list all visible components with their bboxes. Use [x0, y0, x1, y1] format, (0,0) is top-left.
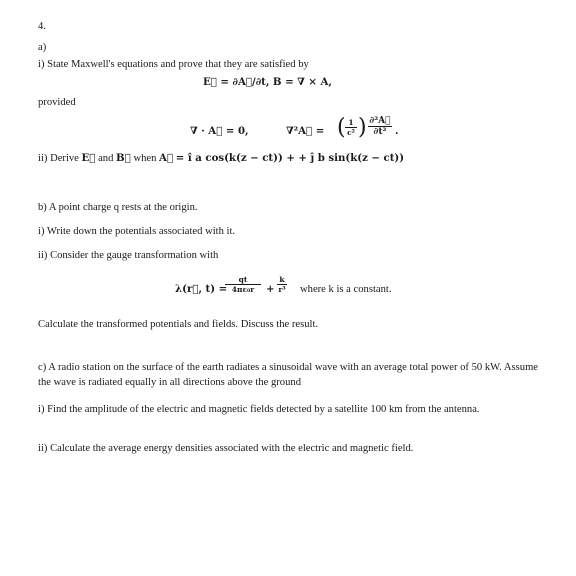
gauge-plus: + [266, 283, 275, 295]
frac1-numerator: qt [238, 275, 248, 284]
frac-numerator: 1 [348, 118, 354, 127]
ii-a-vector: A⃗ [159, 152, 174, 164]
part-a-ii-text [38, 152, 404, 165]
part-a-i-text: i) State Maxwell's equations and prove that they are satisfied by [38, 59, 309, 70]
fraction-second-derivative [367, 116, 393, 137]
part-b-intro: b) A point charge q rests at the origin. [38, 202, 198, 213]
part-b-calc-text: Calculate the transformed potentials and fields. Discuss the result. [38, 319, 319, 330]
paren-open: ( [337, 115, 346, 140]
part-c-i-text: i) Find the amplitude of the electric and magnetic fields detected by a satellite 100 km from the antenna. [38, 404, 480, 415]
deriv-denominator: ∂t² [373, 127, 387, 137]
equation-fields: E⃗ = ∂A⃗/∂t, B = ∇ × A, [203, 76, 332, 88]
frac2-denominator: r³ [278, 285, 286, 294]
part-c-ii-text: ii) Calculate the average energy densities associated with the electric and magnetic field. [38, 443, 414, 454]
gauge-note: where k is a constant. [300, 284, 392, 295]
ii-and: and [98, 153, 114, 164]
fraction-qt [224, 275, 262, 294]
part-b-ii-text: ii) Consider the gauge transformation with [38, 250, 219, 261]
part-a-label: a) [38, 42, 47, 53]
equation-wave-left: ∇²A⃗ = [286, 125, 325, 137]
question-number: 4. [38, 21, 46, 32]
paren-close: ) [358, 115, 367, 140]
gauge-equation-left: λ(r⃗, t) = [175, 283, 228, 295]
equation-end: . [395, 125, 399, 137]
deriv-numerator: ∂²A⃗ [369, 116, 391, 126]
fraction-k-r3 [276, 275, 288, 294]
equation-gauge: ∇ · A⃗ = 0, [190, 125, 249, 137]
ii-b-vector: B⃗ [116, 152, 131, 164]
ii-prefix: ii) Derive [38, 153, 79, 164]
provided-text: provided [38, 97, 76, 108]
part-c-intro: c) A radio station on the surface of the earth radiates a sinusoidal wave with an average total power of 50 kW. Assume the wave is radiated equally in all directions above the ground [38, 362, 539, 388]
part-b-i-text: i) Write down the potentials associated with it. [38, 226, 236, 237]
ii-expression: = î a cos(k(z − ct)) + + ĵ b sin(k(z − ct)) [175, 152, 405, 164]
ii-when: when [133, 153, 157, 164]
frac-denominator: c² [347, 128, 355, 137]
fraction-one-over-c2 [344, 118, 358, 137]
frac1-denominator: 4πε₀r [231, 285, 255, 294]
frac2-numerator: k [279, 275, 285, 284]
ii-e-vector: E⃗ [81, 152, 96, 164]
